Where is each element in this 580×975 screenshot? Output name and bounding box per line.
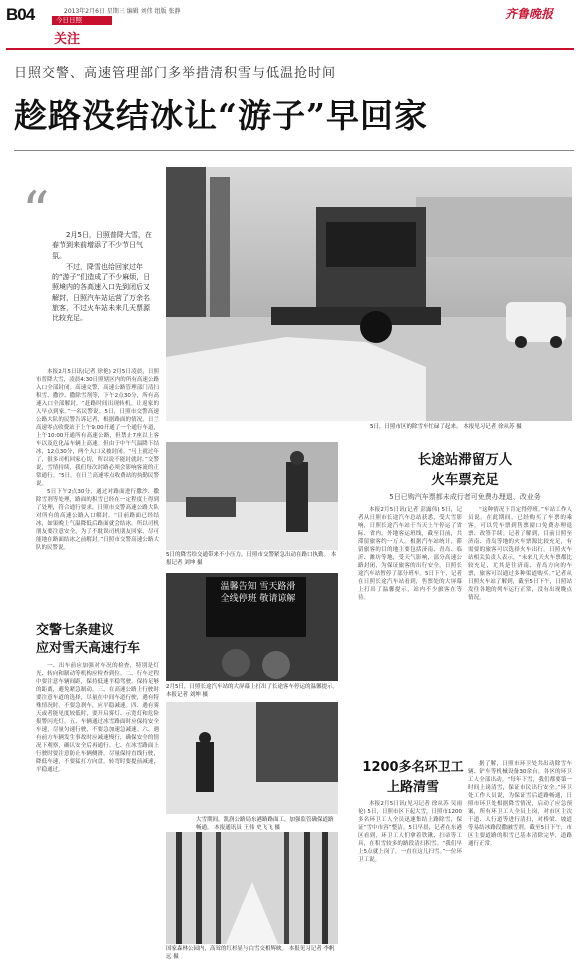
sanitation-headline: 1200多名环卫工 上路清雪 xyxy=(362,760,464,795)
article-body-left xyxy=(36,368,159,608)
traffic-police-photo xyxy=(166,442,338,550)
subhead-line: 交警七条建议 应对雪天高速行车 xyxy=(36,623,141,656)
lead-text-1: 2月5日，日照普降大雪，在春节到来前增添了不少节日气氛。 xyxy=(52,231,152,260)
section-tag xyxy=(52,16,112,25)
article-title: 趁路没结冰让“游子”早回家 xyxy=(14,96,428,135)
photo5-caption: 国家森林公园内，高耸的红杉显与白雪交相辉映。 本报见习记者 李帆远 摄 xyxy=(166,946,335,960)
body-paragraph: 5日下午2点30分，通过对路面进行撒沙、撒除雪剂等处理，路面的积雪已经在一定程度上得到了处理，符合通行要求，日照市交警高速公路大队对所有的高速公路入口解封。“目前路面已经结冰，如果晚上气温降低后路面就会结冰。所以司机朋友要注意安全，为了不耽误司机朋友回家，尽可能地在路面结冰之前解封。”日照市交警高速公路大队的民警说。 xyxy=(36,489,159,551)
article-subtitle: 日照交警、高速管理部门多举措清积雪与低温抢时间 xyxy=(14,66,337,81)
body-paragraph: 本报2月5日讯(见习记者 徐从苏 吴雨伦) 5日，日照市区下起大雪，日照市1200多名环卫工人全员迅速集结上路除雪，保证“雪中市容”整洁。5日早晨，记者在东港区看到，环卫工人们拿着铁锹、扫帚等工具，在积雪较多的路段清扫积雪。“我们早上5点就上岗了，一直在这儿扫雪。”一位环卫工说。 xyxy=(358,801,462,863)
bus-station-photo xyxy=(166,573,338,681)
traffic-advice-heading xyxy=(36,622,140,658)
photo3-caption: 2月5日，日照长途汽车站的大屏幕上打出了长途客车停运的温馨提示。 本报记者 刘坤 摄 xyxy=(166,684,339,698)
main-photo-caption: 5日，日照市区的除雪车忙碌了起来。 本报见习记者 徐从苏 摄 xyxy=(370,424,522,430)
station-deck: 5日已购汽车票都未成行者可免费办理退、改业务 xyxy=(389,493,541,501)
station-body-col2 xyxy=(468,506,572,756)
newspaper-logo: 齐鲁晚报 xyxy=(505,7,554,21)
body-paragraph: 据了解，日照市环卫处共出动除雪车辆、铲车等机械设备30余台，各区的环卫工人全部出动。“每年下雪，我们都要第一时间上岗清雪，保证市民出行安全。”环卫处工作人员说，为保证雪后道路畅通，日照市环卫处根据降雪情况，启动了应急预案，所有环卫工人全员上岗，对市区主次干道、人行道等进行清扫，对桥梁、坡道等易结冰路段撒融雪剂。截至5日下午，市区主要道路的积雪已基本清除完毕，道路通行正常。 xyxy=(468,761,572,847)
photo2-caption: 5日的降雪给交通带来不小压力，日照市交警紧急出动在路口执勤。 本报记者 刘坤 摄 xyxy=(166,552,337,566)
header-rule xyxy=(6,48,574,50)
lead-text-2: 不过，降雪也给回家过年的“游子”们造成了不少麻烦，日照境内的各高速入口先到闭后又解封，日照汽车站运营了万余名旅客，不过火车站未来几天票源比较充足。 xyxy=(52,262,151,323)
station-body-col1 xyxy=(358,506,462,756)
quote-mark-icon: “ xyxy=(22,180,50,243)
station-headline: 长途站滞留万人 火车票充足 xyxy=(417,452,513,488)
body-paragraph: 本报2月5日讯(记者 徐艳) 2月5日凌晨，日照市普降大雪，凌晨4:30日照辖区内的所有高速公路入口全部封闭。高速交警、高速公路管理部门清扫积雪、撒沙、撒除雪剂等，下午2点30分，所有高速入口全部解封，“赶路时间出现转机。让返家的人早点到家。”一名民警说。5日，日照市交警高速公路大队的民警告诉记者，根据路面的情况，日兰高速零点收费站于上午9:00开通了一个通行车道，上午10:00开通所有高速公路，但禁止7座以上客车以及危化品车辆上高速。但由于中午气温降下结冰，12点30分，两个入口又被封闭。“马上就过年了，很多司机回家心切，所以说不能封就封。”交警说，雪情持续，我们每次封路必须会影响客流的正常通行。“5日，在日兰高速零点收费站的执勤民警说。 xyxy=(36,369,159,487)
body-paragraph: 一、出车前应加强对车况的检查，特别是灯光、转向和制动等机构应检查到位。二、行车过程中要注意车辆间距，保持低速平稳驾驶，保持足够的距离，避免紧急制动。三、在高速公路上行驶时要注意车道的选择，尽量在中间车道行驶，遇有特殊情况时，不要急刹车，应平稳减速。四、遇有雾天或者能见度较低时，要开启雾灯、示宽灯和危险报警闪光灯。五、车辆通过冰雪路面时应保持安全车速，尽量匀速行驶，不要急加速急减速。六、遇有前方车辆发生事故时应减速慢行，确保安全的情况下观察，确认安全后再通行。七、在冰雪路面上行驶时要注意防止车辆侧滑，尽量保持直线行驶，降低车速，不要猛打方向盘，转弯时要提前减速，平稳通过。 xyxy=(36,663,159,773)
sanitation-body-col2 xyxy=(468,760,572,965)
lead-paragraph xyxy=(52,230,156,325)
issue-meta: 2013年2月6日 星期三 编辑 刘伟 组版 张静 xyxy=(64,8,181,15)
section-title: 关注 xyxy=(54,32,81,47)
snowplow-photo xyxy=(166,167,572,421)
bus-station-sign: 温馨告知 雪天路滑 全线停班 敬请谅解 xyxy=(220,582,296,604)
forest-park-photo xyxy=(166,832,338,944)
photo4-caption: 大雪期间，凯润公路局东港路路面工，加强监管确保道路畅通。 本报通讯员 王伟 史飞飞 摄 xyxy=(196,817,334,831)
section-tag-label: 今日日照 xyxy=(56,16,82,24)
road-sweeper-photo xyxy=(166,702,338,814)
body-paragraph: 本报2月5日讯(记者 彭露伟) 5日，记者从日照市长途汽车总站获悉，受大雪影响，日照长途汽车站于当天上午停运了省际、省内，外地客运班线，截至目前，共滞留旅客约一万人。根据汽车站统计，滞留旅客的目的地主要包括济南、青岛、临沂、潍坊等地，受天气影响，部分高速公路封闭，为保证旅客的出行安全，日照长途汽车站暂停了部分班车。5日下午，记者在日照长途汽车站看到，售票处的大屏幕上打出了温馨提示，站内不少旅客在等待。 xyxy=(358,507,462,601)
body-paragraph: “这种情况下肯定得停班。”车站工作人员说。在此期间，已经购买了车票的乘客，可以凭车票到售票窗口免费办理退票、改签手续。记者了解到，目前日照至济南、青岛等地的火车票源比较充足，有需要的旅客可以选择火车出行。日照火车站相关负责人表示，“未来几天火车票都比较充足，尤其是往济南、青岛方向的车票，旅客可以通过多种渠道购买。”记者从日照火车站了解到，截至5日下午，日照站发往各地的列车运行正常，没有出现晚点情况。 xyxy=(468,507,572,601)
page-code: B04 xyxy=(6,5,35,24)
title-rule xyxy=(14,150,574,151)
sanitation-body-col1 xyxy=(358,800,462,965)
traffic-advice-body xyxy=(36,662,159,962)
